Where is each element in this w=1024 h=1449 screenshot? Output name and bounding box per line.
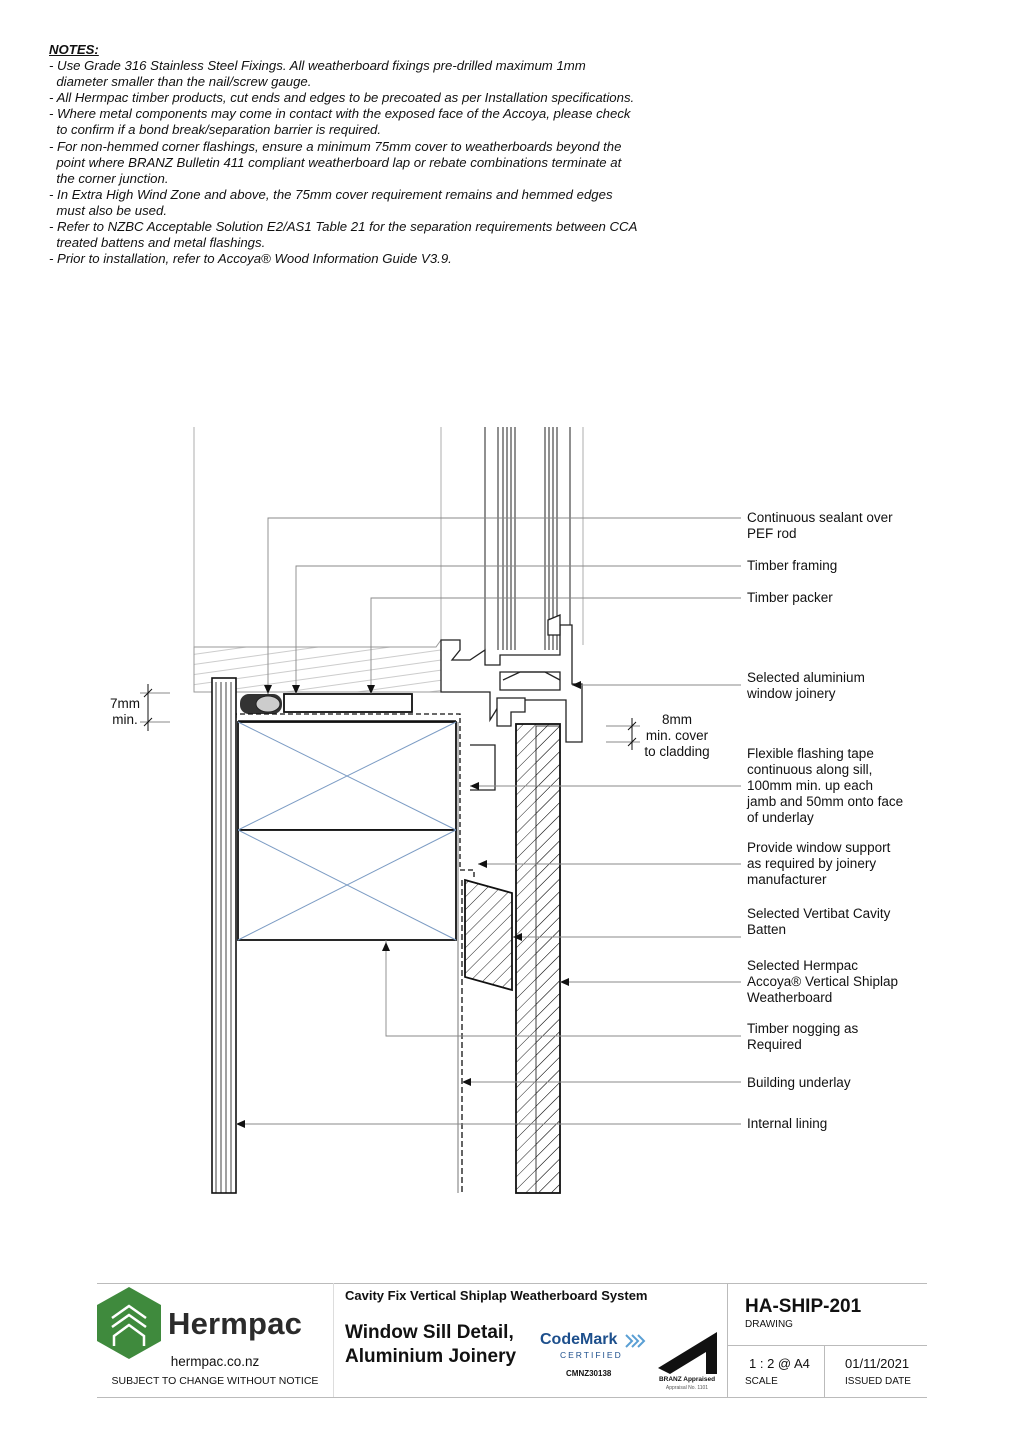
system-name: Cavity Fix Vertical Shiplap Weatherboard System <box>345 1288 648 1303</box>
callout-flashing-tape: Flexible flashing tape continuous along sill, 100mm min. up each jamb and 50mm onto face of underlay <box>747 746 904 825</box>
drawing-code: HA-SHIP-201 <box>745 1296 862 1317</box>
pef-rod-sealant <box>240 694 282 714</box>
note-line: - All Hermpac timber products, cut ends and edges to be precoated as per Installation specifications. <box>49 90 635 106</box>
note-line: diameter smaller than the nail/screw gauge. <box>49 74 312 90</box>
cavity-batten <box>465 880 512 990</box>
callout-nogging: Timber nogging as Required <box>747 1021 859 1052</box>
change-notice: SUBJECT TO CHANGE WITHOUT NOTICE <box>111 1375 319 1387</box>
callout-joinery: Selected aluminium window joinery <box>747 670 865 701</box>
callout-lining: Internal lining <box>747 1116 828 1131</box>
branz-number: Appraisal No. 1101 <box>665 1385 709 1391</box>
timber-packer <box>284 694 412 712</box>
title-block-bottom-rule <box>97 1397 927 1398</box>
weatherboard <box>516 724 560 1193</box>
dimension-7mm-label: 7mm min. <box>110 696 140 727</box>
title-block-divider <box>333 1283 334 1397</box>
note-line: to confirm if a bond break/separation barrier is required. <box>49 122 382 138</box>
internal-lining <box>212 678 236 1193</box>
note-line: - For non-hemmed corner flashings, ensure a minimum 75mm cover to weatherboards beyond the <box>49 138 622 154</box>
timber-framing <box>238 722 456 940</box>
note-line: treated battens and metal flashings. <box>49 235 266 251</box>
wall-above-lines <box>194 427 583 647</box>
note-line: must also be used. <box>49 202 168 218</box>
codemark-logo: CodeMark <box>540 1331 618 1348</box>
note-line: - Prior to installation, refer to Accoya® Wood Information Guide V3.9. <box>49 251 452 267</box>
title-block-divider <box>824 1345 825 1397</box>
notes-heading: NOTES: <box>49 42 99 57</box>
title-block-divider <box>727 1345 927 1346</box>
note-line: - Refer to NZBC Acceptable Solution E2/AS1 Table 21 for the separation requirements between CCA <box>49 219 638 235</box>
website-link[interactable]: hermpac.co.nz <box>170 1354 260 1369</box>
brand-name: Hermpac <box>168 1306 303 1341</box>
codemark-chevrons-icon <box>626 1335 644 1347</box>
callout-cavity-batten: Selected Vertibat Cavity Batten <box>747 906 891 937</box>
issued-date: 01/11/2021 <box>845 1356 910 1371</box>
callout-sealant: Continuous sealant over PEF rod <box>747 510 893 541</box>
branz-appraised: BRANZ Appraised <box>658 1376 716 1383</box>
issued-date-label: ISSUED DATE <box>845 1376 911 1387</box>
note-line: point where BRANZ Bulletin 411 compliant weatherboard lap or rebate combinations terminate at <box>49 154 622 170</box>
callout-framing: Timber framing <box>747 558 838 573</box>
callout-underlay: Building underlay <box>747 1075 851 1090</box>
codemark-number: CMNZ30138 <box>566 1369 612 1378</box>
drawing-title: Window Sill Detail, Aluminium Joinery <box>345 1322 517 1367</box>
title-block-divider <box>727 1283 728 1397</box>
hermpac-logo <box>97 1287 161 1359</box>
scale-label: SCALE <box>745 1376 778 1387</box>
codemark-certified: CERTIFIED <box>560 1350 623 1360</box>
note-line: - In Extra High Wind Zone and above, the 75mm cover requirement remains and hemmed edges <box>49 186 613 202</box>
callout-weatherboard: Selected Hermpac Accoya® Vertical Shiplap Weatherboard <box>747 958 899 1005</box>
scale-value: 1 : 2 @ A4 <box>749 1356 810 1371</box>
note-line: - Where metal components may come in contact with the exposed face of the Accoya, please check <box>49 106 631 122</box>
dimension-8mm-label: 8mm min. cover to cladding <box>644 712 710 759</box>
callout-window-support: Provide window support as required by joinery manufacturer <box>747 840 891 887</box>
branz-mark-icon <box>658 1332 717 1374</box>
note-line: the corner junction. <box>49 170 169 186</box>
callout-packer: Timber packer <box>747 590 833 605</box>
title-block-top-rule <box>97 1283 927 1284</box>
note-line: - Use Grade 316 Stainless Steel Fixings. All weatherboard fixings pre-drilled maximum 1mm <box>49 58 586 74</box>
drawing-code-label: DRAWING <box>745 1319 793 1330</box>
dimension-8mm <box>606 718 640 750</box>
